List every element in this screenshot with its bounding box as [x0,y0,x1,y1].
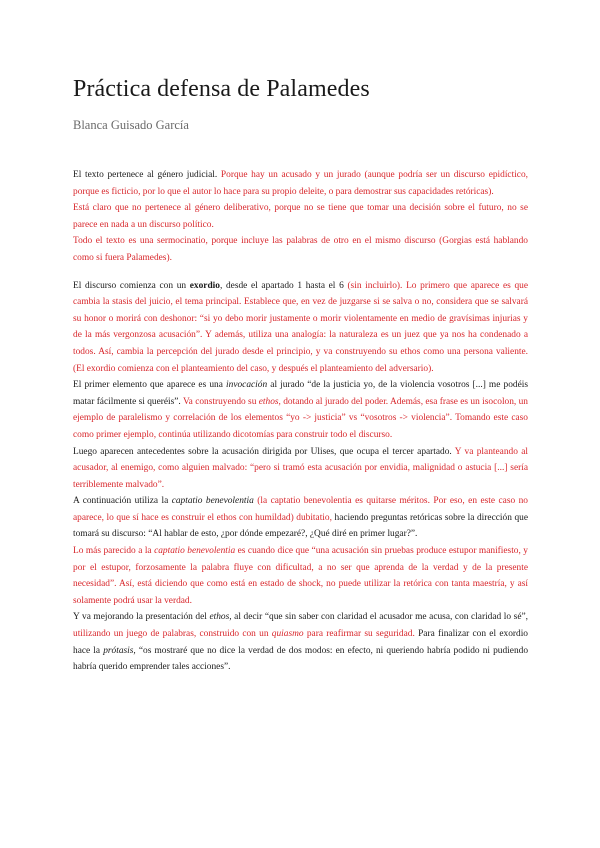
annotation-text: Y va planteando al acusador, al enemigo, como alguien malvado: “pero si tramó esta acusación por envidia, malignidad o astucia [...] sería terriblemente malvado”. [73,446,528,490]
bold-term: exordio [189,280,220,291]
italic-term: quiasmo [271,629,304,640]
annotation-text: Va construyendo su [182,396,259,407]
italic-term: invocación [226,380,268,391]
italic-term: captatio benevolentia [171,496,254,507]
paragraph-deliberative: Está claro que no pertenece al género deliberativo, porque no se tiene que tomar una decisión sobre el futuro, no se parece en nada a un discurso político. [73,203,528,230]
paragraph-genre [73,167,528,200]
text-run: A continuación utiliza la [73,496,172,507]
annotation-text: dotando al jurado del poder. Además, esa frase es un isocolon, un ejemplo de paralelismo y correlación de los elementos “yo -> justicia” vs “vosotros -> violencia”. Tomando este caso como primer ejemplo, continúa utilizando dicotomías para construir todo el discurso. [73,396,528,440]
text-run: El discurso comienza con un [73,280,190,291]
annotation-text: para reafirmar su seguridad. [303,629,415,640]
text-run: Y va mejorando la presentación del [73,612,210,623]
paragraph-ethos [73,609,528,675]
text-run: Luego aparecen antecedentes sobre la acusación dirigida por Ulises, que ocupa el tercer apartado. [73,446,455,457]
paragraph-gap [73,267,528,278]
annotation-text: utilizando un juego de palabras, construido con un [73,629,272,640]
document-body [73,167,528,676]
italic-term: prótasis, [103,645,136,656]
annotation-text: (la captatio benevolentia es quitarse méritos. Por eso, en este caso no aparece, lo que sí hace es construir el ethos con humildad) dubitatio, [73,496,528,523]
paragraph-captatio-2 [73,543,528,609]
text-run: El primer elemento que aparece es una [73,380,227,391]
paragraph-exordio [73,278,528,378]
paragraph-invocacion [73,377,528,443]
italic-term: captatio benevolentia [154,546,236,557]
paragraph-sermocinatio: Todo el texto es una sermocinatio, porque incluye las palabras de otro en el mismo discurso (Gorgias está hablando como si fuera Palamedes). [73,236,528,263]
italic-term: ethos, [258,396,281,407]
annotation-text: Lo más parecido a la [73,546,155,557]
text-run: , desde el apartado 1 hasta el 6 [219,280,348,291]
text-run: al decir “que sin saber con claridad el acusador me acusa, con claridad lo sé”, [231,612,528,623]
text-run: al jurado “de la justicia yo, de la violencia vosotros [...] me podéis matar fácilmente si queréis”. [73,380,528,407]
annotation-text: Porque hay un acusado y un jurado (aunque podría ser un discurso epidíctico, porque es ficticio, por lo que el autor lo hace para su propio deleite, o para demostrar sus capacidades retóricas). [73,170,528,197]
text-run: El texto pertenece al género judicial. [73,170,218,180]
italic-term: ethos, [209,612,232,623]
document-title: Práctica defensa de Palamedes [73,76,370,102]
author-name: Blanca Guisado García [73,118,189,132]
text-run: Para finalizar con el exordio hace la [73,629,528,656]
paragraph-antecedentes [73,444,528,494]
annotation-text: es cuando dice que “una acusación sin pruebas produce estupor manifiesto, y por el estupor, forzosamente la palabra fluye con dificultad, a no ser que aprenda de la verdad y de la presente necesidad”. Así, está diciendo que como está en estado de shock, no puede utilizar la retórica con tanta maestría, y así solamente podrá usar la verdad. [73,546,528,606]
paragraph-captatio [73,493,528,543]
text-run: “os mostraré que no dice la verdad de dos modos: en efecto, ni queriendo habría podido ni pudiendo habría querido emprender tales acciones”. [73,645,529,673]
text-run: haciendo preguntas retóricas sobre la dirección que tomará su discurso: “Al hablar de esto, ¿por dónde empezaré?, ¿Qué diré en primer lugar?”. [73,512,528,540]
annotation-text: (sin incluirlo). Lo primero que aparece es que cambia la stasis del juicio, el tema principal. Establece que, en vez de juzgarse si se salva o no, considera que se salvará su honor o morirá con deshonor: “si yo debo morir justamente o morir violentamente en medio de gravísimas injurias y de la más vergonzosa acusación”. Y además, utiliza una analogía: la naturaleza es un juez que ya nos ha condenado a todos. Así, cambia la percepción del jurado desde el principio, y va construyendo su ethos como una persona valiente. (El exordio comienza con el planteamiento del caso, y después el planteamiento del adversario). [73,280,528,374]
